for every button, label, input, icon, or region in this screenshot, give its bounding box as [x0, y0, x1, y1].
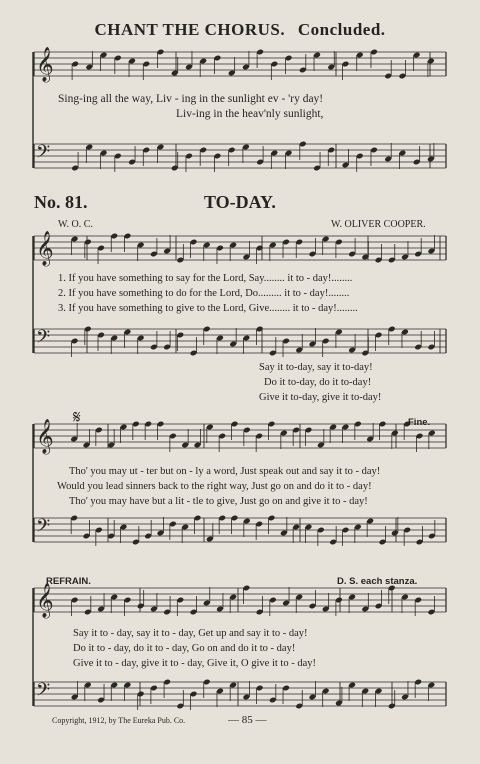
system-2-treble-clef: 𝄞	[36, 419, 54, 454]
page-title-suffix: Concluded.	[297, 20, 386, 39]
system-3-treble-clef: 𝄞	[36, 583, 54, 618]
refrain-label: REFRAIN.	[46, 576, 91, 587]
copyright-notice: Copyright, 1912, by The Eureka Pub. Co.	[52, 716, 186, 725]
refrain-line-1: Say it to - day, say it to - day, Get up and say it to - day!	[73, 628, 308, 639]
prev-song-lyric-1: Sing-ing all the way, Liv - ing in the sunlight ev - 'ry day!	[58, 93, 324, 105]
prev-song-lyric-2: Liv-ing in the heav'nly sunlight,	[176, 108, 324, 120]
system-1-bass-clef: 𝄢	[36, 327, 51, 352]
bass-lyric-3: Give it to-day, give it to-day!	[259, 392, 382, 403]
system2-line-2: Would you lead sinners back to the right way, Just go on and do it to - day!	[57, 481, 372, 492]
system2-line-3: Tho' you may have but a lit - tle to give, Just go on and give it to - day!	[69, 496, 368, 507]
prev-system-treble-clef: 𝄞	[36, 47, 54, 82]
verse-3-line: 3. If you have something to give to the Lord, Give........ it to - day!........	[58, 303, 358, 314]
system2-line-1: Tho' you may ut - ter but on - ly a word, Just speak out and say it to - day!	[69, 466, 381, 477]
bass-lyric-1: Say it to-day, say it to-day!	[259, 362, 373, 373]
words-credit: W. O. C.	[58, 219, 93, 230]
song-title: TO-DAY.	[204, 192, 276, 212]
segno-sign: 𝄋	[73, 407, 81, 427]
bass-lyric-2: Do it to-day, do it to-day!	[264, 377, 372, 388]
verse-2-line: 2. If you have something to do for the Lord, Do......... it to - day!........	[58, 288, 350, 299]
ds-label: D. S. each stanza.	[337, 576, 418, 587]
fine-label: Fine.	[408, 417, 431, 428]
verse-1-line: 1. If you have something to say for the Lord, Say........ it to - day!........	[58, 273, 353, 284]
refrain-line-3: Give it to - day, give it to - day, Give it, O give it to - day!	[73, 658, 317, 669]
system-2-bass-clef: 𝄢	[36, 516, 51, 541]
page-title-text: CHANT THE CHORUS.	[94, 20, 286, 39]
refrain-line-2: Do it to - day, do it to - day, Go on and do it to - day!	[73, 643, 296, 654]
music-credit: W. OLIVER COOPER.	[331, 219, 426, 230]
system-3-bass-clef: 𝄢	[36, 680, 51, 705]
page-number: — 85 —	[228, 714, 267, 726]
song-number: No. 81.	[34, 192, 88, 212]
prev-system-bass-clef: 𝄢	[36, 142, 51, 167]
system-1-treble-clef: 𝄞	[36, 231, 54, 266]
